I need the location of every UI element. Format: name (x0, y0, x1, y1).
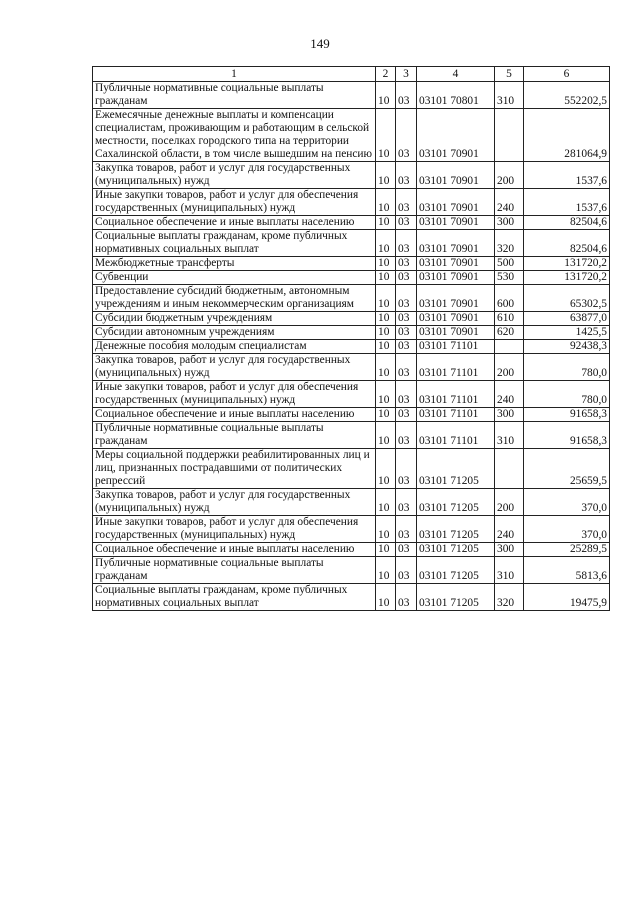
row-section: 10 (376, 340, 396, 354)
row-amount: 1425,5 (524, 326, 610, 340)
row-target-article: 03101 70901 (417, 162, 495, 189)
table-row (93, 189, 610, 216)
row-amount: 91658,3 (524, 408, 610, 422)
row-subsection: 03 (396, 216, 417, 230)
row-expense-type: 610 (495, 312, 524, 326)
row-target-article: 03101 70901 (417, 189, 495, 216)
row-expense-type: 310 (495, 557, 524, 584)
row-target-article: 03101 71205 (417, 516, 495, 543)
row-subsection: 03 (396, 354, 417, 381)
row-name: Предоставление субсидий бюджетным, автономным учреждениям и иным некоммерческим организациям (93, 285, 376, 312)
row-name: Иные закупки товаров, работ и услуг для обеспечения государственных (муниципальных) нужд (93, 516, 376, 543)
row-name: Межбюджетные трансферты (93, 257, 376, 271)
row-name: Социальное обеспечение и иные выплаты населению (93, 216, 376, 230)
row-amount: 5813,6 (524, 557, 610, 584)
page-number: 149 (310, 36, 330, 51)
row-subsection: 03 (396, 285, 417, 312)
row-expense-type: 530 (495, 271, 524, 285)
row-section: 10 (376, 354, 396, 381)
row-subsection: 03 (396, 257, 417, 271)
table-row (93, 271, 610, 285)
row-name: Публичные нормативные социальные выплаты гражданам (93, 422, 376, 449)
row-section: 10 (376, 271, 396, 285)
table-row (93, 449, 610, 489)
row-target-article: 03101 70901 (417, 230, 495, 257)
row-expense-type: 200 (495, 354, 524, 381)
row-target-article: 03101 71101 (417, 422, 495, 449)
row-section: 10 (376, 422, 396, 449)
row-subsection: 03 (396, 516, 417, 543)
row-amount: 82504,6 (524, 230, 610, 257)
row-target-article: 03101 71101 (417, 340, 495, 354)
header-col-6: 6 (524, 67, 610, 82)
row-name: Меры социальной поддержки реабилитированных лиц и лиц, признанных пострадавшими от политических репрессий (93, 449, 376, 489)
row-name: Социальные выплаты гражданам, кроме публичных нормативных социальных выплат (93, 230, 376, 257)
row-section: 10 (376, 312, 396, 326)
row-amount: 25659,5 (524, 449, 610, 489)
row-target-article: 03101 71205 (417, 489, 495, 516)
row-amount: 780,0 (524, 381, 610, 408)
row-expense-type: 300 (495, 216, 524, 230)
table-row (93, 216, 610, 230)
row-name: Закупка товаров, работ и услуг для государственных (муниципальных) нужд (93, 162, 376, 189)
row-amount: 131720,2 (524, 271, 610, 285)
row-expense-type: 300 (495, 408, 524, 422)
row-subsection: 03 (396, 340, 417, 354)
table-row (93, 285, 610, 312)
row-subsection: 03 (396, 557, 417, 584)
row-section: 10 (376, 584, 396, 611)
row-subsection: 03 (396, 584, 417, 611)
table-row (93, 543, 610, 557)
row-expense-type: 320 (495, 584, 524, 611)
table-row (93, 381, 610, 408)
row-amount: 370,0 (524, 489, 610, 516)
row-amount: 552202,5 (524, 82, 610, 109)
row-section: 10 (376, 189, 396, 216)
row-subsection: 03 (396, 82, 417, 109)
row-name: Публичные нормативные социальные выплаты гражданам (93, 557, 376, 584)
header-row (93, 67, 610, 82)
table-row (93, 354, 610, 381)
row-subsection: 03 (396, 381, 417, 408)
table-row (93, 489, 610, 516)
header-col-4: 4 (417, 67, 495, 82)
row-expense-type: 320 (495, 230, 524, 257)
row-section: 10 (376, 230, 396, 257)
row-expense-type: 310 (495, 82, 524, 109)
row-name: Субсидии автономным учреждениям (93, 326, 376, 340)
row-target-article: 03101 71101 (417, 354, 495, 381)
row-section: 10 (376, 543, 396, 557)
row-name: Социальное обеспечение и иные выплаты населению (93, 543, 376, 557)
row-amount: 780,0 (524, 354, 610, 381)
row-name: Субсидии бюджетным учреждениям (93, 312, 376, 326)
budget-table (92, 66, 610, 611)
row-name: Закупка товаров, работ и услуг для государственных (муниципальных) нужд (93, 354, 376, 381)
row-section: 10 (376, 408, 396, 422)
row-target-article: 03101 70901 (417, 312, 495, 326)
row-section: 10 (376, 489, 396, 516)
row-amount: 19475,9 (524, 584, 610, 611)
row-amount: 131720,2 (524, 257, 610, 271)
table-row (93, 408, 610, 422)
table-row (93, 422, 610, 449)
row-expense-type (495, 109, 524, 162)
row-section: 10 (376, 216, 396, 230)
row-subsection: 03 (396, 422, 417, 449)
row-amount: 281064,9 (524, 109, 610, 162)
row-expense-type: 240 (495, 516, 524, 543)
row-target-article: 03101 70901 (417, 216, 495, 230)
header-col-3: 3 (396, 67, 417, 82)
row-target-article: 03101 70901 (417, 257, 495, 271)
header-col-2: 2 (376, 67, 396, 82)
table-row (93, 584, 610, 611)
row-target-article: 03101 71205 (417, 584, 495, 611)
row-amount: 1537,6 (524, 189, 610, 216)
row-target-article: 03101 71205 (417, 449, 495, 489)
row-subsection: 03 (396, 271, 417, 285)
row-expense-type: 240 (495, 381, 524, 408)
row-target-article: 03101 70901 (417, 285, 495, 312)
row-amount: 1537,6 (524, 162, 610, 189)
row-target-article: 03101 71205 (417, 557, 495, 584)
row-expense-type: 200 (495, 489, 524, 516)
row-amount: 65302,5 (524, 285, 610, 312)
row-target-article: 03101 70901 (417, 326, 495, 340)
row-subsection: 03 (396, 489, 417, 516)
row-section: 10 (376, 109, 396, 162)
row-amount: 91658,3 (524, 422, 610, 449)
row-subsection: 03 (396, 312, 417, 326)
row-amount: 82504,6 (524, 216, 610, 230)
row-amount: 63877,0 (524, 312, 610, 326)
row-target-article: 03101 70901 (417, 109, 495, 162)
row-section: 10 (376, 257, 396, 271)
row-target-article: 03101 70901 (417, 271, 495, 285)
row-expense-type (495, 340, 524, 354)
row-subsection: 03 (396, 189, 417, 216)
row-section: 10 (376, 449, 396, 489)
table-row (93, 326, 610, 340)
row-section: 10 (376, 516, 396, 543)
row-name: Публичные нормативные социальные выплаты гражданам (93, 82, 376, 109)
row-expense-type: 310 (495, 422, 524, 449)
row-amount: 92438,3 (524, 340, 610, 354)
row-expense-type: 620 (495, 326, 524, 340)
table-row (93, 162, 610, 189)
row-subsection: 03 (396, 326, 417, 340)
row-amount: 370,0 (524, 516, 610, 543)
row-subsection: 03 (396, 109, 417, 162)
table-row (93, 82, 610, 109)
header-col-5: 5 (495, 67, 524, 82)
table-row (93, 312, 610, 326)
row-amount: 25289,5 (524, 543, 610, 557)
row-expense-type: 300 (495, 543, 524, 557)
row-name: Ежемесячные денежные выплаты и компенсации специалистам, проживающим и работающим в сельской местности, поселках городского типа на территории Сахалинской области, в том числе вышедшим на пенсию (93, 109, 376, 162)
row-subsection: 03 (396, 408, 417, 422)
row-expense-type: 500 (495, 257, 524, 271)
row-section: 10 (376, 326, 396, 340)
row-name: Социальные выплаты гражданам, кроме публичных нормативных социальных выплат (93, 584, 376, 611)
table-row (93, 109, 610, 162)
row-section: 10 (376, 285, 396, 312)
row-subsection: 03 (396, 449, 417, 489)
table-row (93, 340, 610, 354)
table-row (93, 230, 610, 257)
table-row (93, 557, 610, 584)
row-name: Денежные пособия молодым специалистам (93, 340, 376, 354)
row-name: Закупка товаров, работ и услуг для государственных (муниципальных) нужд (93, 489, 376, 516)
row-expense-type: 600 (495, 285, 524, 312)
row-target-article: 03101 71205 (417, 543, 495, 557)
row-target-article: 03101 71101 (417, 381, 495, 408)
header-col-1: 1 (93, 67, 376, 82)
row-expense-type (495, 449, 524, 489)
table-row (93, 257, 610, 271)
row-section: 10 (376, 557, 396, 584)
row-name: Иные закупки товаров, работ и услуг для обеспечения государственных (муниципальных) нужд (93, 189, 376, 216)
row-subsection: 03 (396, 543, 417, 557)
row-section: 10 (376, 162, 396, 189)
row-expense-type: 200 (495, 162, 524, 189)
row-section: 10 (376, 82, 396, 109)
row-name: Социальное обеспечение и иные выплаты населению (93, 408, 376, 422)
row-section: 10 (376, 381, 396, 408)
row-subsection: 03 (396, 162, 417, 189)
row-name: Субвенции (93, 271, 376, 285)
table-row (93, 516, 610, 543)
row-target-article: 03101 71101 (417, 408, 495, 422)
row-expense-type: 240 (495, 189, 524, 216)
row-name: Иные закупки товаров, работ и услуг для обеспечения государственных (муниципальных) нужд (93, 381, 376, 408)
row-subsection: 03 (396, 230, 417, 257)
row-target-article: 03101 70801 (417, 82, 495, 109)
